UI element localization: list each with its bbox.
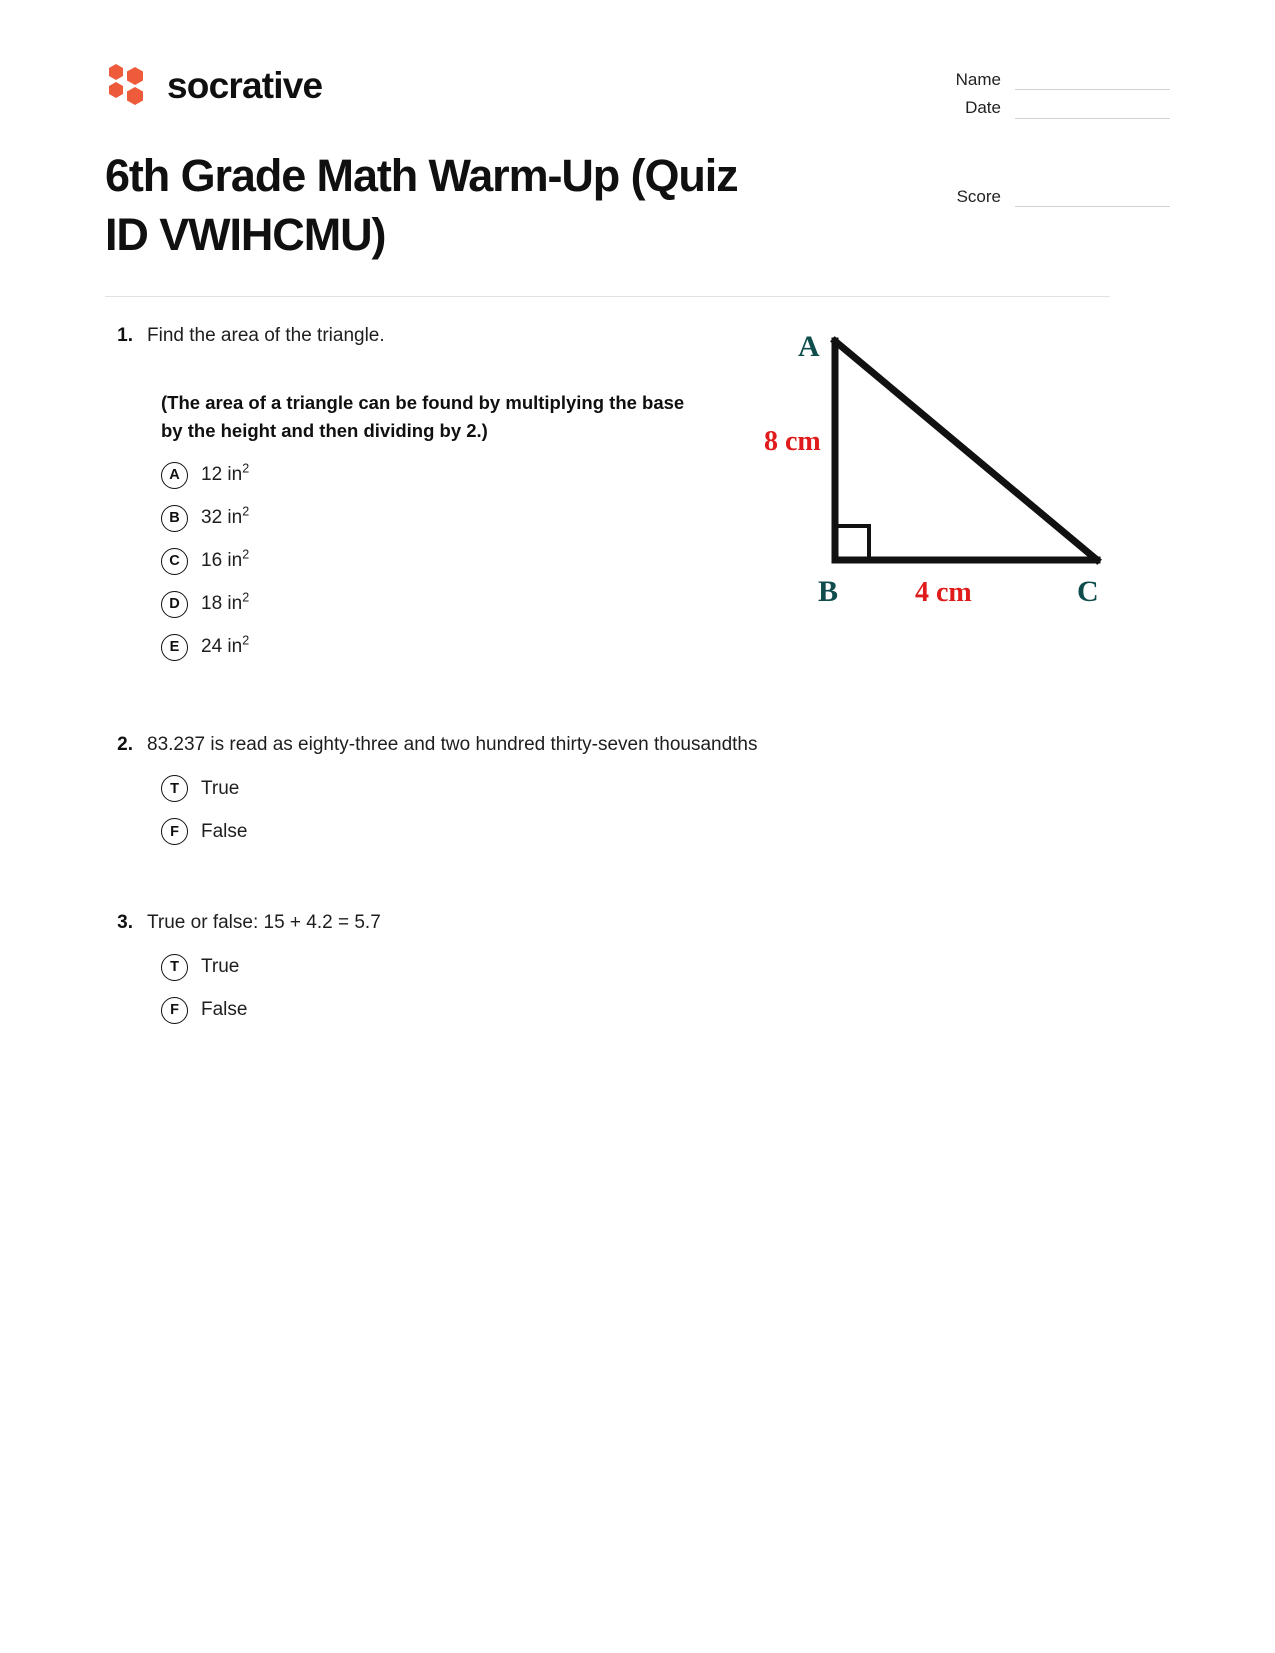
question-2-options [105, 775, 1170, 845]
option-c-label [201, 548, 249, 575]
option-true-bubble[interactable]: T [161, 775, 188, 802]
option-c-exponent: 2 [242, 547, 250, 562]
option-true-label: True [201, 956, 240, 978]
side-label-height: 8 cm [764, 426, 821, 457]
option-d-exponent: 2 [242, 590, 250, 605]
student-meta-fields [920, 70, 1170, 215]
option-false-bubble[interactable]: F [161, 818, 188, 845]
question-2 [105, 731, 1170, 846]
option-false-label: False [201, 999, 248, 1021]
option-true-label: True [201, 777, 240, 799]
option-true[interactable] [105, 775, 1170, 802]
brand-name: socrative [167, 64, 323, 106]
socrative-logo [105, 62, 322, 108]
option-c-bubble[interactable]: C [161, 548, 188, 575]
question-2-number: 2. [117, 733, 133, 755]
question-2-head [105, 731, 1170, 760]
date-field-row [920, 98, 1170, 118]
option-d-label [201, 591, 249, 618]
option-false-label: False [201, 820, 248, 842]
option-e-exponent: 2 [242, 633, 250, 648]
right-triangle-diagram [752, 318, 1122, 603]
triangle-hypotenuse [835, 341, 1097, 560]
option-d-bubble[interactable]: D [161, 591, 188, 618]
option-d-value: 18 in [201, 593, 243, 615]
date-field-input[interactable] [1015, 101, 1170, 119]
hexagon-cluster-icon [105, 62, 151, 108]
question-1-text: Find the area of the triangle. [147, 325, 385, 346]
option-false[interactable] [105, 818, 1170, 845]
question-3-number: 3. [117, 912, 133, 934]
question-3-options [105, 954, 1170, 1024]
question-3-head [105, 909, 1170, 938]
option-a-bubble[interactable]: A [161, 462, 188, 489]
option-e-value: 24 in [201, 636, 243, 658]
option-b-value: 32 in [201, 507, 243, 529]
question-3 [105, 909, 1170, 1024]
question-1-number: 1. [117, 325, 133, 346]
option-false-bubble[interactable]: F [161, 997, 188, 1024]
date-field-label: Date [965, 98, 1001, 118]
triangle-figure [752, 318, 1122, 603]
header-divider [105, 296, 1110, 297]
option-b-label [201, 505, 249, 532]
score-field-input[interactable] [1015, 189, 1170, 207]
score-field-label: Score [956, 186, 1001, 206]
right-angle-marker [835, 526, 869, 560]
option-a-label [201, 462, 249, 489]
option-b-bubble[interactable]: B [161, 505, 188, 532]
name-field-input[interactable] [1015, 72, 1170, 90]
option-e-label [201, 634, 249, 661]
name-field-row [920, 70, 1170, 90]
option-b-exponent: 2 [242, 504, 250, 519]
option-a-value: 12 in [201, 464, 243, 486]
vertex-label-a: A [798, 330, 820, 363]
name-field-label: Name [955, 70, 1001, 89]
question-3-text: True or false: 15 + 4.2 = 5.7 [147, 912, 381, 934]
question-1-note: (The area of a triangle can be found by multiplying the base by the height and then dividing by 2.) [161, 391, 685, 442]
question-2-text: 83.237 is read as eighty-three and two hundred thirty-seven thousandths [147, 733, 758, 755]
page-title: 6th Grade Math Warm-Up (Quiz ID VWIHCMU) [105, 150, 738, 261]
option-false[interactable] [105, 997, 1170, 1024]
option-true[interactable] [105, 954, 1170, 981]
vertex-label-c: C [1077, 575, 1099, 603]
score-field-row [920, 187, 1170, 207]
option-e-bubble[interactable]: E [161, 634, 188, 661]
option-e[interactable] [105, 634, 1170, 661]
title-block [0, 146, 850, 265]
option-a-exponent: 2 [242, 461, 250, 476]
option-true-bubble[interactable]: T [161, 954, 188, 981]
vertex-label-b: B [818, 575, 839, 603]
option-c-value: 16 in [201, 550, 243, 572]
side-label-base: 4 cm [915, 577, 972, 603]
